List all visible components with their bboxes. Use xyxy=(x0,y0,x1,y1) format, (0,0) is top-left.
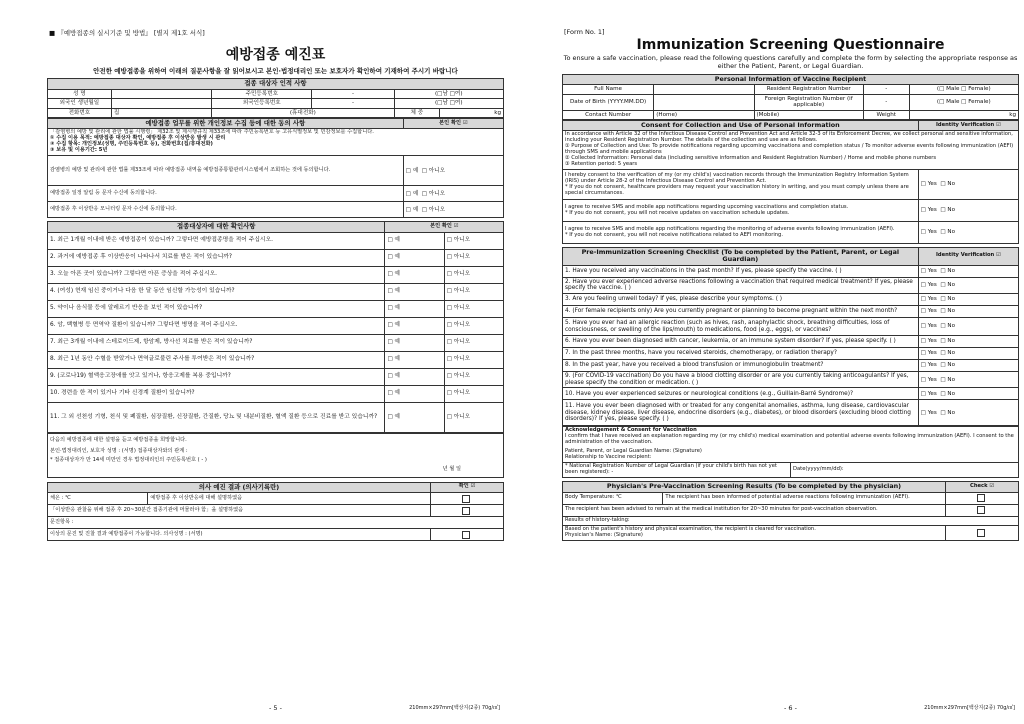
no-checkbox[interactable]: □ 아니오 xyxy=(444,334,503,351)
field-label: Weight xyxy=(863,110,909,119)
sex-checkbox[interactable]: (□남 □여) xyxy=(394,99,503,108)
acknowledgement-block xyxy=(562,426,1019,478)
question-text: 3. Are you feeling unwell today? If yes, please describe your symptoms. ( ) xyxy=(563,294,919,306)
consent-checkbox[interactable]: □ Yes □ No xyxy=(918,222,1018,244)
page-number: - 5 - xyxy=(269,704,282,712)
physician-checkbox[interactable] xyxy=(946,504,1019,516)
yes-no-checkbox[interactable]: □ Yes □ No xyxy=(918,294,1018,306)
consent-table xyxy=(562,120,1019,244)
history-field[interactable]: Results of history-taking: xyxy=(563,516,1019,525)
rrn-field[interactable]: - xyxy=(863,85,909,94)
frn-field[interactable]: - xyxy=(312,99,394,108)
physician-signature: Based on the patient's history and physical examination, the recipient is cleared for vaccination. Physician's Name: (Signature) xyxy=(563,525,946,540)
consent-item: 예방접종 후 이상반응 모니터링 문자 수신에 동의합니다. xyxy=(48,202,404,218)
physician-note: The recipient has been informed of potential adverse reactions following immunization (AEFI). xyxy=(663,492,946,504)
question-row xyxy=(48,385,504,402)
paper-spec: 210mm×297mm[백상지(2종) 70g/㎡] xyxy=(409,705,500,711)
question-text: 6. Have you ever been diagnosed with cancer, leukemia, or an immune system disorder? If yes, please specify. ( ) xyxy=(563,336,919,348)
physician-note: 「이상반응 관찰을 위해 접종 후 20~30분간 접종기관에 머물러야 함」을 설명하였음 xyxy=(48,505,431,517)
yes-no-checkbox[interactable]: □ Yes □ No xyxy=(918,360,1018,372)
consent-checkbox[interactable]: □ 예 □ 아니오 xyxy=(403,186,503,202)
english-form-page xyxy=(562,26,1019,714)
question-row xyxy=(563,372,1019,388)
field-label: Contact Number xyxy=(563,110,654,119)
yes-no-checkbox[interactable]: □ Yes □ No xyxy=(918,318,1018,336)
home-phone-field[interactable]: 집 xyxy=(111,108,211,117)
question-row xyxy=(48,249,504,266)
question-row xyxy=(563,360,1019,372)
question-text: 3. 오늘 아픈 곳이 있습니까? 그렇다면 아픈 증상을 적어 주십시오. xyxy=(48,266,385,283)
name-field[interactable] xyxy=(111,89,211,98)
identity-verification-header: Identity Verification ☑ xyxy=(918,120,1018,130)
no-checkbox[interactable]: □ 아니오 xyxy=(444,249,503,266)
question-text: 4. (For female recipients only) Are you currently pregnant or planning to become pregnant within the next month? xyxy=(563,306,919,318)
question-text: 5. 약이나 음식물 등에 알레르기 반응을 보인 적이 있습니까? xyxy=(48,300,385,317)
yes-checkbox[interactable]: □ 예 xyxy=(385,232,444,249)
question-text: 10. 경련을 한 적이 있거나 기타 신경계 질환이 있습니까? xyxy=(48,385,385,402)
weight-field[interactable]: kg xyxy=(440,108,504,117)
question-text: 4. (여성) 현재 임신 중이거나 다음 한 달 동안 임신할 가능성이 있습니까? xyxy=(48,283,385,300)
question-row xyxy=(563,336,1019,348)
mobile-phone-field[interactable]: (Mobile) xyxy=(754,110,863,119)
consent-item: 예방접종 일정 알림 등 문자 수신에 동의합니다. xyxy=(48,186,404,202)
question-text: 1. 최근 1개월 이내에 받은 예방접종이 있습니까? 그렇다면 예방접종명을 적어 주십시오. xyxy=(48,232,385,249)
section-header: 접종 대상자 인적 사항 xyxy=(48,79,504,89)
consent-checkbox[interactable]: □ 예 □ 아니오 xyxy=(403,156,503,186)
field-label: 성 명 xyxy=(48,89,112,98)
section-header: Consent for Collection and Use of Personal Information xyxy=(563,120,919,130)
question-row xyxy=(563,400,1019,426)
no-checkbox[interactable]: □ 아니오 xyxy=(444,368,503,385)
weight-field[interactable]: kg xyxy=(909,110,1018,119)
yes-checkbox[interactable]: □ 예 xyxy=(385,368,444,385)
page-title: 예방접종 예진표 xyxy=(225,47,326,63)
dob-field[interactable] xyxy=(654,94,754,110)
no-checkbox[interactable]: □ 아니오 xyxy=(444,232,503,249)
page-subtitle: To ensure a safe vaccination, please read the following questions carefully and complete the form by selecting the appropriate response as either the Patient, Parent, or Legal Guardian. xyxy=(563,54,1018,71)
question-text: 9. (For COVID-19 vaccination) Do you have a blood clotting disorder or are you currently taking anticoagulants? If yes, please specify the condition or medication. ( ) xyxy=(563,372,919,388)
name-field[interactable] xyxy=(654,85,754,94)
question-text: 6. 암, 백혈병 등 면역약 질환이 있습니까? 그렇다면 병명을 적어 주십시오. xyxy=(48,317,385,334)
question-text: 1. Have you received any vaccinations in the past month? If yes, please specify the vaccine. ( ) xyxy=(563,265,919,277)
paper-spec: 210mm×297mm[백상지(2종) 70g/㎡] xyxy=(924,705,1015,711)
yes-checkbox[interactable]: □ 예 xyxy=(385,300,444,317)
field-label: 체 중 xyxy=(394,108,440,117)
guardian-nrn-field[interactable]: * National Registration Number of Legal Guardian (if your child's birth has not yet been registered): - xyxy=(563,463,791,478)
sex-checkbox[interactable]: (□ Male □ Female) xyxy=(909,85,1018,94)
page-subtitle: 안전한 예방접종을 위하여 이래의 질문사항을 잘 읽어보시고 본인·법정대리인 또는 보호자가 확인하여 기재하여 주시기 바랍니다 xyxy=(93,67,458,75)
check-header: Check ☑ xyxy=(946,482,1019,492)
yes-no-checkbox[interactable]: □ Yes □ No xyxy=(918,372,1018,388)
consent-checkbox[interactable]: □ 예 □ 아니오 xyxy=(403,202,503,218)
signature-block xyxy=(47,433,504,478)
screening-checklist xyxy=(47,221,504,432)
consent-intro: 「감염병의 예방 및 관리에 관한 법률 시행령」 제32조 및 제시행규칙 제33조에 따라 주민등록번호 등 고유식별정보 및 민감정보를 수집합니다. ① 수집 이용 목적: 예방접종 대상자 확인, 예방접종 후 이상반응 발생 시 관리 ② 수집 항목: 개인정보(성명, 주민등록번호 등), 전화번호(집/휴대전화) ③ 보유 및 이용기간: 5년 xyxy=(48,129,504,156)
physician-checkbox[interactable] xyxy=(946,492,1019,504)
history-field[interactable]: 문진항목 : xyxy=(48,517,504,529)
yes-no-checkbox[interactable]: □ Yes □ No xyxy=(918,388,1018,400)
section-header: Pre-Immunization Screening Checklist (To be completed by the Patient, Parent, or Legal Guardian) xyxy=(563,248,919,266)
consent-item: I agree to receive SMS and mobile app notifications regarding upcoming vaccinations and completion status. * If you do not consent, you will not receive updates on vaccination schedule updates. xyxy=(563,200,919,222)
section-header: Personal Information of Vaccine Recipient xyxy=(563,74,1019,84)
physician-checkbox[interactable] xyxy=(431,529,504,541)
section-header: 의사 예진 결과 (의사기록란) xyxy=(48,482,431,492)
question-row xyxy=(563,348,1019,360)
sex-checkbox[interactable]: (□남 □여) xyxy=(394,89,503,98)
question-row xyxy=(563,388,1019,400)
question-text: 5. Have you ever had an allergic reaction (such as hives, rash, anaphylactic shock, breathing difficulties, loss of consciousness, or swelling of the lips/mouth) to medications, food (e.g., eggs), or vaccines? xyxy=(563,318,919,336)
no-checkbox[interactable]: □ 아니오 xyxy=(444,317,503,334)
question-row xyxy=(563,318,1019,336)
yes-checkbox[interactable]: □ 예 xyxy=(385,317,444,334)
sex-checkbox[interactable]: (□ Male □ Female) xyxy=(909,94,1018,110)
dob-field[interactable] xyxy=(111,99,211,108)
physician-note: 예방접종 후 이상반응에 대해 설명하였음 xyxy=(148,493,431,505)
question-row xyxy=(48,283,504,300)
yes-checkbox[interactable]: □ 예 xyxy=(385,266,444,283)
question-row xyxy=(48,351,504,368)
question-row xyxy=(48,402,504,432)
form-header-label: ■ 『예방접종의 실시기준 및 방법』 [별지 제1호 서식] xyxy=(49,29,205,37)
check-header: 확인 ☑ xyxy=(431,482,504,492)
form-number: [Form No. 1] xyxy=(564,28,605,36)
no-checkbox[interactable]: □ 아니오 xyxy=(444,402,503,432)
consent-checkbox[interactable]: □ Yes □ No xyxy=(918,200,1018,222)
question-text: 7. In the past three months, have you received steroids, chemotherapy, or radiation therapy? xyxy=(563,348,919,360)
consent-checkbox[interactable]: □ Yes □ No xyxy=(918,170,1018,200)
consent-item: 감염병의 예방 및 관리에 관한 법률 제33조에 따라 예방접종 내역을 예방접종통합관리시스템에서 조회하는 것에 동의합니다. xyxy=(48,156,404,186)
consent-table xyxy=(47,118,504,218)
physician-checkbox[interactable] xyxy=(431,505,504,517)
physician-checkbox[interactable] xyxy=(431,493,504,505)
field-label: Date of Birth (YYYY.MM.DD) xyxy=(563,94,654,110)
yes-checkbox[interactable]: □ 예 xyxy=(385,249,444,266)
question-row xyxy=(48,266,504,283)
screening-checklist xyxy=(562,247,1019,426)
no-checkbox[interactable]: □ 아니오 xyxy=(444,351,503,368)
field-label: Resident Registration Number xyxy=(754,85,863,94)
field-label: Full Name xyxy=(563,85,654,94)
question-text: 8. In the past year, have you received a blood transfusion or immunoglobulin treatment? xyxy=(563,360,919,372)
frn-field[interactable]: - xyxy=(863,94,909,110)
question-text: 11. 그 외 선천성 기형, 천식 및 폐질환, 심장질환, 신장질환, 간질환, 당뇨 및 내분비질환, 혈액 질환 등으로 진료를 받고 있습니까? xyxy=(48,402,385,432)
home-phone-field[interactable]: (Home) xyxy=(654,110,754,119)
question-row xyxy=(48,232,504,249)
physician-checkbox[interactable] xyxy=(946,525,1019,540)
temperature-field[interactable]: 체온 : ℃ xyxy=(48,493,148,505)
temperature-field[interactable]: Body Temperature: ℃ xyxy=(563,492,663,504)
yes-no-checkbox[interactable]: □ Yes □ No xyxy=(918,306,1018,318)
physician-results-table xyxy=(562,481,1019,540)
question-row xyxy=(48,317,504,334)
recipient-info-table xyxy=(562,74,1019,120)
question-text: 2. 과거에 예방접종 후 이상반응이 나타나서 치료를 받은 적이 있습니까? xyxy=(48,249,385,266)
page-title: Immunization Screening Questionnaire xyxy=(636,37,945,53)
no-checkbox[interactable]: □ 아니오 xyxy=(444,300,503,317)
identity-confirm-header: 본인 확인 ☑ xyxy=(385,222,504,232)
physician-signature: 이상의 문진 및 진찰 결과 예방접종이 가능합니다. 의사성명 : (서명) xyxy=(48,529,431,541)
acknowledgement: Acknowledgement & Consent for Vaccination I confirm that I have received an explanation regarding my (or my child's) medical examination and potential adverse events following immunization (AEFI). I consent to the administration of the vaccination. Patient, Parent, or Legal Guardian Name: (Signature) Relationship to Vaccine recipient: xyxy=(563,427,1019,463)
question-text: 10. Have you ever experienced seizures or neurological conditions (e.g., Guillain-Barré Syndrome)? xyxy=(563,388,919,400)
rrn-field[interactable]: - xyxy=(312,89,394,98)
field-label: Foreign Registration Number (if applicable) xyxy=(754,94,863,110)
yes-checkbox[interactable]: □ 예 xyxy=(385,402,444,432)
field-label: 전화번호 xyxy=(48,108,112,117)
question-text: 7. 최근 3개월 이내에 스테로이드제, 항암제, 방사선 치료를 받은 적이 있습니까? xyxy=(48,334,385,351)
recipient-info-table xyxy=(47,78,504,118)
question-row xyxy=(48,334,504,351)
mobile-phone-field[interactable]: (휴대전화) xyxy=(212,108,394,117)
section-header: 예방접종 업무를 위한 개인정보 수집 등에 대한 동의 사항 xyxy=(48,119,404,129)
question-text: 11. Have you ever been diagnosed with or treated for any congenital anomalies, asthma, lung disease, cardiovascular disease, kidney disease, liver disease, endocrine disorders (e.g., diabetes), or blood disorders (excluding blood clotting disorders)? If yes, please specify. ( ) xyxy=(563,400,919,426)
question-row xyxy=(48,368,504,385)
page-number: - 6 - xyxy=(784,704,797,712)
field-label: 주민등록번호 xyxy=(212,89,312,98)
yes-no-checkbox[interactable]: □ Yes □ No xyxy=(918,336,1018,348)
identity-verification-header: Identity Verification ☑ xyxy=(918,248,1018,266)
consent-intro: In accordance with Article 32 of the Infectious Disease Control and Prevention Act and Article 32-3 of its Enforcement Decree, we collect personal and sensitive information, including your Resident Registration Number. The details of the collection and use are as follows. ① Purpose of Collection and Use: To provide notifications regarding upcoming vaccinations and completion status / To monitor adverse events following immunization (AEFI) through SMS and mobile applications ② Collected Information: Personal data (including sensitive information and Resident Registration Number) / Home and mobile phone numbers ③ Retention period: 5 years xyxy=(563,131,1019,170)
yes-checkbox[interactable]: □ 예 xyxy=(385,334,444,351)
signature-area: 다음의 예방접종에 대한 설명을 듣고 예방접종을 희망합니다. 본인·법정대리인, 보호자 성명 : (서명) 접종대상자와의 관계 : * 접종대상자가 만 14세 미만인 경우 법정대리인의 주민등록번호 ( - ) 년 월 일 xyxy=(48,433,504,477)
consent-item: I agree to receive SMS and mobile app notifications regarding the monitoring of adverse events following immunization (AEFI). * If you do not consent, you will not receive notifications related to AEFI monitoring. xyxy=(563,222,919,244)
no-checkbox[interactable]: □ 아니오 xyxy=(444,266,503,283)
question-row xyxy=(563,277,1019,293)
physician-note: The recipient has been advised to remain at the medical institution for 20~30 minutes for post-vaccination observation. xyxy=(563,504,946,516)
consent-item: I hereby consent to the verification of my (or my child's) vaccination records through the Immunization Registry Information System (IRIS) under Article 28-2 of the Infectious Disease Control and Prevention Act. * If you do not consent, healthcare providers may request your vaccination history in writing, and you must comply unless there are special circumstances. xyxy=(563,170,919,200)
field-label: 외국인등록번호 xyxy=(212,99,312,108)
yes-no-checkbox[interactable]: □ Yes □ No xyxy=(918,400,1018,426)
question-row xyxy=(48,300,504,317)
yes-checkbox[interactable]: □ 예 xyxy=(385,385,444,402)
ack-date-field[interactable]: Date(yyyy/mm/dd): xyxy=(791,463,1019,478)
yes-no-checkbox[interactable]: □ Yes □ No xyxy=(918,277,1018,293)
no-checkbox[interactable]: □ 아니오 xyxy=(444,283,503,300)
yes-no-checkbox[interactable]: □ Yes □ No xyxy=(918,265,1018,277)
identity-confirm-header: 본인 확인 ☑ xyxy=(403,119,503,129)
field-label: 외국인 생년월일 xyxy=(48,99,112,108)
korean-form-page xyxy=(47,26,504,714)
no-checkbox[interactable]: □ 아니오 xyxy=(444,385,503,402)
question-row xyxy=(563,294,1019,306)
yes-checkbox[interactable]: □ 예 xyxy=(385,351,444,368)
yes-checkbox[interactable]: □ 예 xyxy=(385,283,444,300)
question-row xyxy=(563,265,1019,277)
question-text: 8. 최근 1년 동안 수혈을 받았거나 면역글로불린 주사를 투여받은 적이 있습니까? xyxy=(48,351,385,368)
section-header: 접종대상자에 대한 확인사항 xyxy=(48,222,385,232)
section-header: Physician's Pre-Vaccination Screening Results (To be completed by the physician) xyxy=(563,482,946,492)
question-row xyxy=(563,306,1019,318)
question-text: 9. (코로나19) 혈액응고장애를 앗고 있거나, 항응고제를 복용 중입니까? xyxy=(48,368,385,385)
physician-results-table xyxy=(47,482,504,541)
question-text: 2. Have you ever experienced adverse reactions following a vaccination that required medical treatment? If yes, please specify the vaccine. ( ) xyxy=(563,277,919,293)
yes-no-checkbox[interactable]: □ Yes □ No xyxy=(918,348,1018,360)
